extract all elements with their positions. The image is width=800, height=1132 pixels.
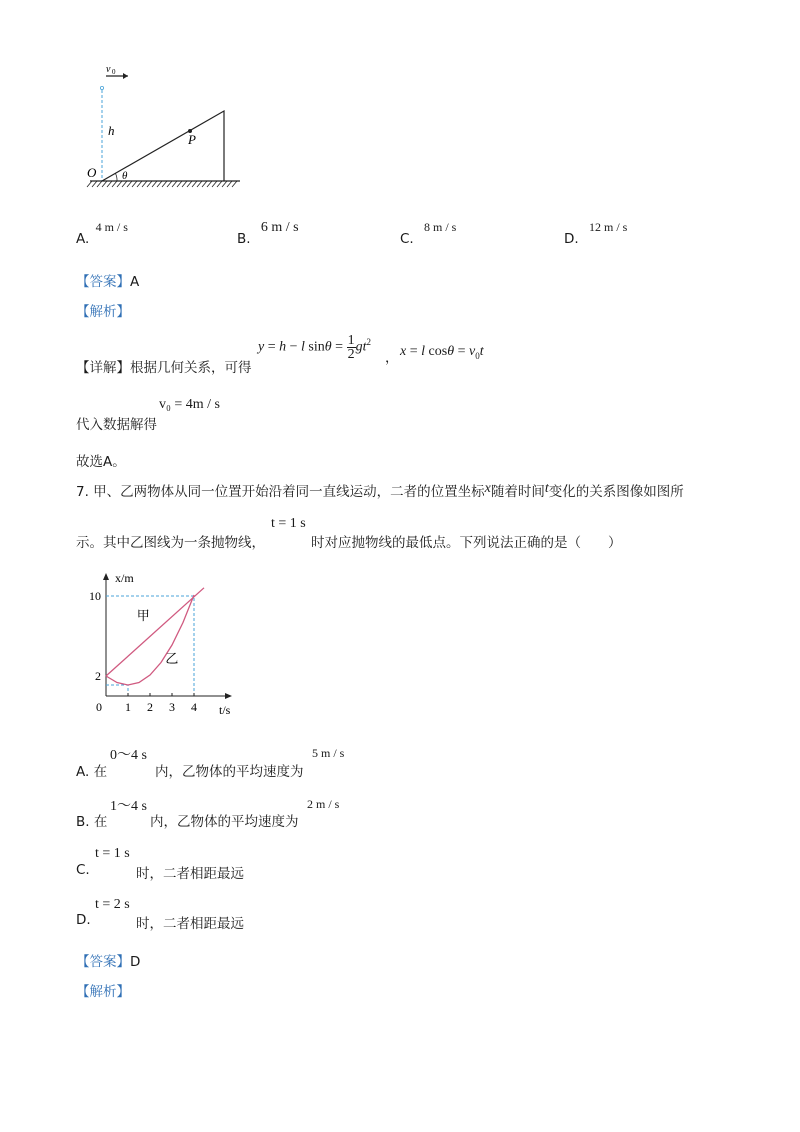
- y-tick-label: 2: [95, 669, 101, 683]
- q7-option-d-math: t = 2 s: [95, 897, 130, 912]
- q7-option-a[interactable]: A. 在: [76, 764, 108, 780]
- incline-figure: [84, 60, 254, 195]
- q7-condition: t = 1 s: [271, 516, 306, 531]
- q6-comma: ，: [385, 350, 399, 366]
- q6-substitute: 代入数据解得: [76, 417, 157, 433]
- v0-label: v: [106, 64, 111, 75]
- q7-option-d-text: 时，二者相距最远: [136, 916, 244, 932]
- series-yi-label: 乙: [165, 651, 179, 666]
- x-tick-label: 1: [125, 700, 131, 714]
- guide-min: [106, 685, 128, 696]
- q7-stem-line1: 7. 甲、乙两物体从同一位置开始沿着同一直线运动，二者的位置坐标x随着时间t变化的关系图像如图所: [76, 481, 684, 500]
- q6-formula-y: y = h − l sinθ = $\frac{1}{2}$ $gt^2$: [258, 333, 371, 362]
- p-label: P: [188, 132, 196, 147]
- q6-option-a[interactable]: A. 4 m / s: [76, 220, 128, 247]
- q6-option-b[interactable]: B. 6 m / s: [237, 220, 299, 247]
- v0-subscript: 0: [112, 68, 116, 76]
- x-tick-label: 2: [147, 700, 153, 714]
- series-jia-line: [106, 588, 204, 676]
- q6-detail: 【详解】根据几何关系，可得: [76, 360, 252, 376]
- q7-option-c[interactable]: C.: [76, 862, 90, 878]
- theta-label: θ: [122, 170, 128, 182]
- q7-option-a-math: 0～4 s: [110, 748, 147, 763]
- q6-answer: 【答案】A: [76, 274, 140, 290]
- x-tick-label: 0: [96, 700, 102, 714]
- q7-option-c-text: 时，二者相距最远: [136, 866, 244, 882]
- q6-option-c[interactable]: C. 8 m / s: [400, 220, 457, 247]
- q7-stem-line2: 示。其中乙图线为一条抛物线，: [76, 535, 265, 551]
- q7-analysis-tag: 【解析】: [76, 984, 130, 1000]
- q7-option-a-text: 内，乙物体的平均速度为: [155, 764, 304, 780]
- q6-analysis-tag: 【解析】: [76, 304, 130, 320]
- q6-result: v₀ = 4m / s: [159, 397, 221, 412]
- q7-option-d[interactable]: D.: [76, 912, 91, 928]
- q7-option-b-text: 内，乙物体的平均速度为: [150, 814, 299, 830]
- y-axis-label: x/m: [115, 571, 134, 585]
- q6-option-d[interactable]: D. 12 m / s: [564, 220, 628, 247]
- y-tick-label: 10: [89, 589, 101, 603]
- guide-10: [106, 596, 194, 696]
- q7-stem-line2b: 时对应抛物线的最低点。下列说法正确的是（ ）: [311, 535, 622, 551]
- x-tick-label: 4: [191, 700, 197, 714]
- q7-option-b[interactable]: B. 在: [76, 814, 108, 830]
- q7-option-b-math: 1～4 s: [110, 799, 147, 814]
- x-tick-label: 3: [169, 700, 175, 714]
- q7-option-a-value: 5 m / s: [312, 746, 345, 760]
- q7-option-b-value: 2 m / s: [307, 797, 340, 811]
- q6-conclusion: 故选A。: [76, 454, 126, 470]
- q7-option-c-math: t = 1 s: [95, 846, 130, 861]
- h-label: h: [108, 123, 115, 138]
- q7-xt-chart: [86, 565, 246, 720]
- o-label: O: [87, 165, 97, 180]
- q6-formula-x: x = l $\cos\theta = v_0t$: [400, 344, 484, 361]
- x-axis-label: t/s: [219, 703, 231, 717]
- series-jia-label: 甲: [136, 608, 150, 623]
- q7-answer: 【答案】D: [76, 954, 141, 970]
